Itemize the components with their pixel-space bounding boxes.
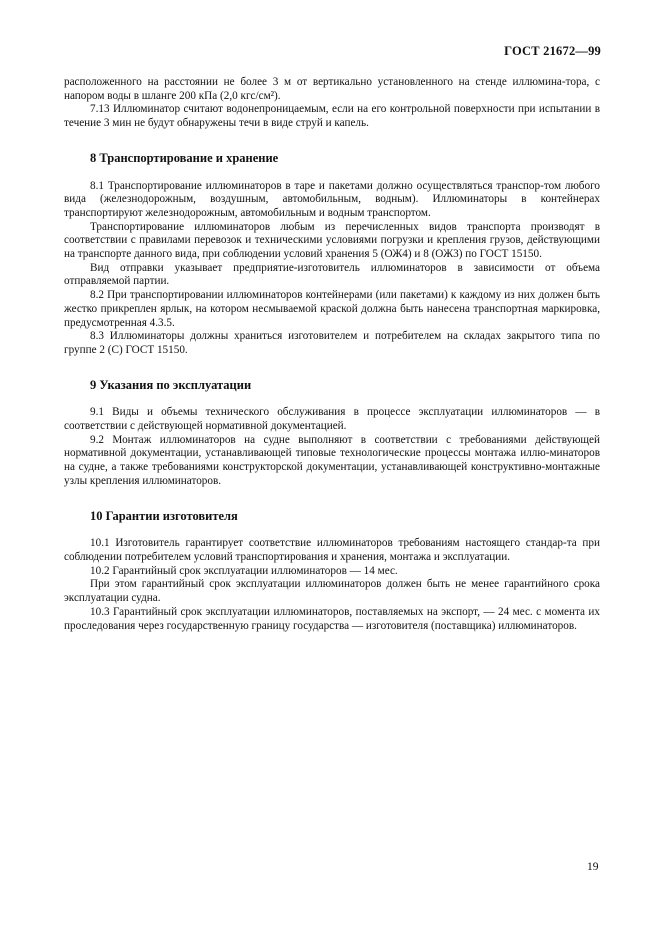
transport-rules-paragraph: Транспортирование иллюминаторов любым из перечисленных видов транспорта производят в соответствии с правилами перевозок и техническими условиями погрузки и крепления грузов, действующими на транспорте данного вида, при соблюдении условий хранения 5 (ОЖ4) и 8 (ОЖ3) по ГОСТ 15150. [64, 220, 600, 261]
section-8-heading: 8 Транспортирование и хранение [90, 150, 279, 165]
clause-8-2-paragraph: 8.2 При транспортировании иллюминаторов контейнерами (или пакетами) к каждому из них должен быть жестко прикреплен ярлык, на котором несмываемой краской должна быть нанесена транспортная маркировка, предусмотренная 4.3.5. [64, 289, 600, 329]
clause-9-1-paragraph: 9.1 Виды и объемы технического обслуживания в процессе эксплуатации иллюминаторов — в соответствии с действующей нормативной документацией. [64, 406, 600, 433]
clause-8-1-paragraph: 8.1 Транспортирование иллюминаторов в таре и пакетами должно осуществляться транспор-том любого вида (железнодорожным, воздушным, автомобильным, водным). Иллюминаторы в контейнерах транспортируют железнодорожным, автомобильным и водным транспортом. [64, 179, 600, 219]
clause-10-3-paragraph: 10.3 Гарантийный срок эксплуатации иллюминаторов, поставляемых на экспорт, — 24 мес. с момента их проследования через государственную границу государства — изготовителя (поставщика) иллюминаторов. [64, 605, 600, 632]
clause-10-2-paragraph: 10.2 Гарантийный срок эксплуатации иллюминаторов — 14 мес. [90, 564, 398, 577]
intro-continuation-paragraph: расположенного на расстоянии не более 3 м от вертикально установленного на стенде иллюмина-тора, с напором воды в шланге 200 кПа (2,0 кгс/см²). [64, 76, 600, 102]
section-10-heading: 10 Гарантии изготовителя [90, 508, 238, 523]
document-id-header: ГОСТ 21672—99 [504, 44, 601, 58]
section-9-heading: 9 Указания по эксплуатации [90, 377, 252, 392]
warranty-note-paragraph: При этом гарантийный срок эксплуатации иллюминаторов должен быть не менее гарантийного срока эксплуатации судна. [64, 578, 600, 605]
clause-7-13-paragraph: 7.13 Иллюминатор считают водонепроницаемым, если на его контрольной поверхности при испытании в течение 3 мин не будут обнаружены течи в виде струй и капель. [64, 103, 600, 130]
clause-9-2-paragraph: 9.2 Монтаж иллюминаторов на судне выполняют в соответствии с требованиями действующей нормативной документации, устанавливающей типовые технологические процессы монтажа иллю-минаторов на судне, а также требованиями конструкторской документации, устанавливающей конструктивно-монтажные узлы крепления иллюминаторов. [64, 433, 600, 487]
page-number: 19 [587, 861, 599, 873]
page-body [64, 76, 600, 633]
clause-8-3-paragraph: 8.3 Иллюминаторы должны храниться изготовителем и потребителем на складах закрытого типа по группе 2 (С) ГОСТ 15150. [64, 330, 600, 356]
clause-10-1-paragraph: 10.1 Изготовитель гарантирует соответствие иллюминаторов требованиям настоящего стандар-та при соблюдении потребителем условий транспортирования и хранения, монтажа и эксплуатации. [64, 537, 600, 563]
shipment-type-paragraph: Вид отправки указывает предприятие-изготовитель иллюминаторов в зависимости от объема отправляемой партии. [64, 261, 600, 288]
